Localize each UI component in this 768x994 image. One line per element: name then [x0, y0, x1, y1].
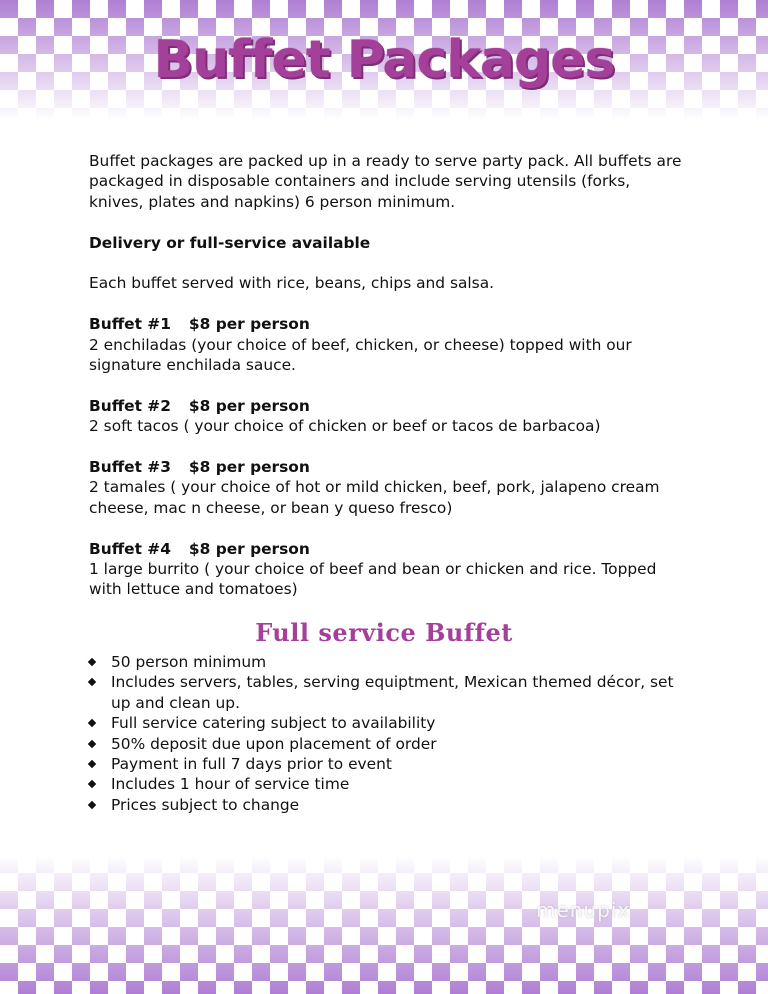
diamond-bullet-icon [88, 719, 96, 727]
list-item-text: Prices subject to change [111, 795, 300, 814]
buffet-price: $8 per person [188, 315, 310, 334]
bottom-checker-border [0, 855, 768, 994]
list-item-text: Full service catering subject to availability [111, 714, 436, 733]
buffet-price: $8 per person [188, 539, 310, 558]
full-service-title: Full service Buffet [255, 618, 513, 647]
list-item-text: Payment in full 7 days prior to event [111, 755, 392, 774]
list-item-text: 50 person minimum [111, 653, 267, 671]
buffet-item-1 [89, 314, 684, 375]
buffet-name: Buffet #4 [89, 539, 171, 558]
buffet-name: Buffet #3 [89, 458, 171, 477]
list-item [89, 713, 689, 733]
list-item-text: Includes servers, tables, serving equiptment, Mexican themed décor, set up and clean up. [111, 673, 674, 712]
watermark-logo: menupix [536, 898, 631, 922]
list-item [89, 754, 689, 774]
buffet-item-3 [89, 457, 684, 518]
buffet-description: 2 enchiladas (your choice of beef, chicken, or cheese) topped with our signature enchilada sauce. [89, 335, 632, 375]
intro-text: Buffet packages are packed up in a ready to serve party pack. All buffets are packaged in disposable containers and include serving utensils (forks, knives, plates and napkins) 6 person minimum. [89, 152, 682, 211]
diamond-bullet-icon [88, 760, 96, 768]
buffet-item-4 [89, 539, 684, 600]
list-item [89, 652, 689, 672]
buffet-price: $8 per person [188, 458, 310, 477]
list-item-text: 50% deposit due upon placement of order [111, 734, 437, 753]
list-item [89, 774, 689, 794]
diamond-bullet-icon [88, 678, 96, 686]
list-item [89, 672, 689, 713]
list-item-text: Includes 1 hour of service time [111, 775, 350, 794]
diamond-bullet-icon [88, 780, 96, 788]
buffet-description: 2 tamales ( your choice of hot or mild chicken, beef, pork, jalapeno cream cheese, mac n cheese, or bean y queso fresco) [89, 478, 660, 517]
diamond-bullet-icon [88, 658, 96, 666]
buffet-description: 2 soft tacos ( your choice of chicken or beef or tacos de barbacoa) [89, 417, 601, 436]
buffet-item-2 [89, 396, 684, 437]
buffet-price: $8 per person [188, 396, 310, 415]
page-title: Buffet Packages [153, 30, 615, 90]
diamond-bullet-icon [88, 739, 96, 747]
delivery-note: Delivery or full-service available [89, 233, 371, 252]
menu-content [89, 151, 684, 620]
diamond-bullet-icon [88, 801, 96, 809]
buffet-name: Buffet #2 [89, 396, 171, 415]
list-item [89, 795, 689, 815]
buffet-name: Buffet #1 [89, 315, 171, 334]
list-item [89, 734, 689, 754]
full-service-list [89, 652, 689, 815]
buffet-description: 1 large burrito ( your choice of beef and bean or chicken and rice. Topped with lettuce and tomatoes) [89, 560, 657, 599]
served-with-note: Each buffet served with rice, beans, chips and salsa. [89, 274, 495, 293]
